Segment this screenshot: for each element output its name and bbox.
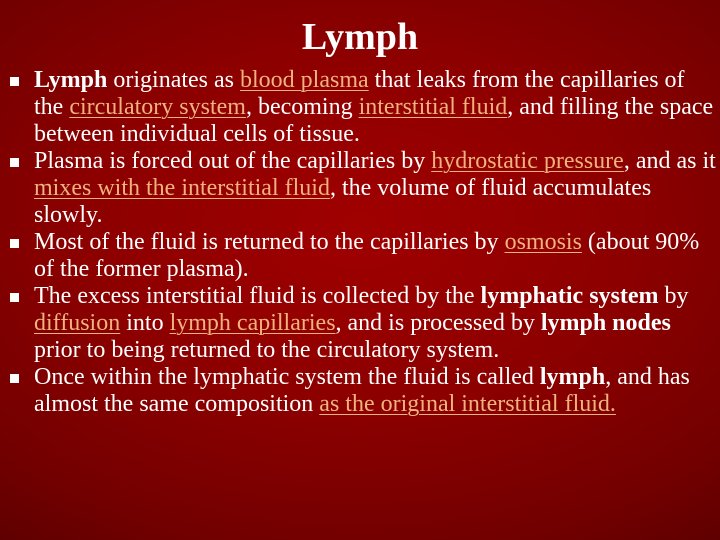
- link-osmosis[interactable]: osmosis: [504, 229, 582, 255]
- link-mixes-with-interstitial-fluid[interactable]: mixes with the interstitial fluid: [34, 175, 330, 201]
- bullet-text: Once within the lymphatic system the fluid is called: [34, 364, 540, 390]
- bullet-item-osmosis: [10, 229, 716, 283]
- slide-title: Lymph: [301, 16, 419, 58]
- bullet-text: prior to being returned to the circulatory system.: [34, 337, 500, 363]
- bold-term: lymph nodes: [540, 310, 671, 336]
- bullet-text: Plasma is forced out of the capillaries by: [34, 148, 432, 174]
- bullet-text: by: [658, 283, 689, 309]
- bullet-list: [10, 67, 716, 418]
- square-bullet-icon: [10, 158, 19, 167]
- link-circulatory-system[interactable]: circulatory system: [69, 94, 246, 120]
- link-blood-plasma[interactable]: blood plasma: [240, 67, 369, 93]
- link-diffusion[interactable]: diffusion: [34, 310, 121, 336]
- square-bullet-icon: [10, 239, 19, 248]
- link-hydrostatic-pressure[interactable]: hydrostatic pressure: [431, 148, 624, 174]
- bullet-text: Most of the fluid is returned to the capillaries by: [34, 229, 505, 255]
- bullet-item-plasma-forced: [10, 148, 716, 229]
- bullet-text: (about 90% of the former plasma).: [34, 229, 700, 282]
- square-bullet-icon: [10, 293, 19, 302]
- bullet-text: , the volume of fluid accumulates slowly.: [34, 175, 652, 228]
- bullet-text: The excess interstitial fluid is collected by the: [34, 283, 481, 309]
- bullet-text: , and is processed by: [335, 310, 541, 336]
- bullet-text: that leaks from the capillaries of the: [34, 67, 685, 120]
- link-interstitial-fluid[interactable]: interstitial fluid: [358, 94, 508, 120]
- bullet-item-lymphatic-system: [10, 283, 716, 364]
- link-original-interstitial-fluid[interactable]: as the original interstitial fluid.: [319, 391, 616, 417]
- bullet-item-called-lymph: [10, 364, 716, 418]
- square-bullet-icon: [10, 77, 19, 86]
- bullet-text: , and as it: [623, 148, 716, 174]
- bullet-text: , and filling the space between individual cells of tissue.: [34, 94, 714, 147]
- bullet-item-lymph-origin: [10, 67, 716, 148]
- bold-term: Lymph: [34, 67, 108, 93]
- bold-term: lymph: [539, 364, 606, 390]
- bullet-text: into: [120, 310, 170, 336]
- bullet-text: , becoming: [245, 94, 359, 120]
- square-bullet-icon: [10, 374, 19, 383]
- bullet-text: , and has almost the same composition: [34, 364, 690, 417]
- bold-term: lymphatic system: [480, 283, 659, 309]
- bullet-text: originates as: [107, 67, 241, 93]
- link-lymph-capillaries[interactable]: lymph capillaries: [169, 310, 336, 336]
